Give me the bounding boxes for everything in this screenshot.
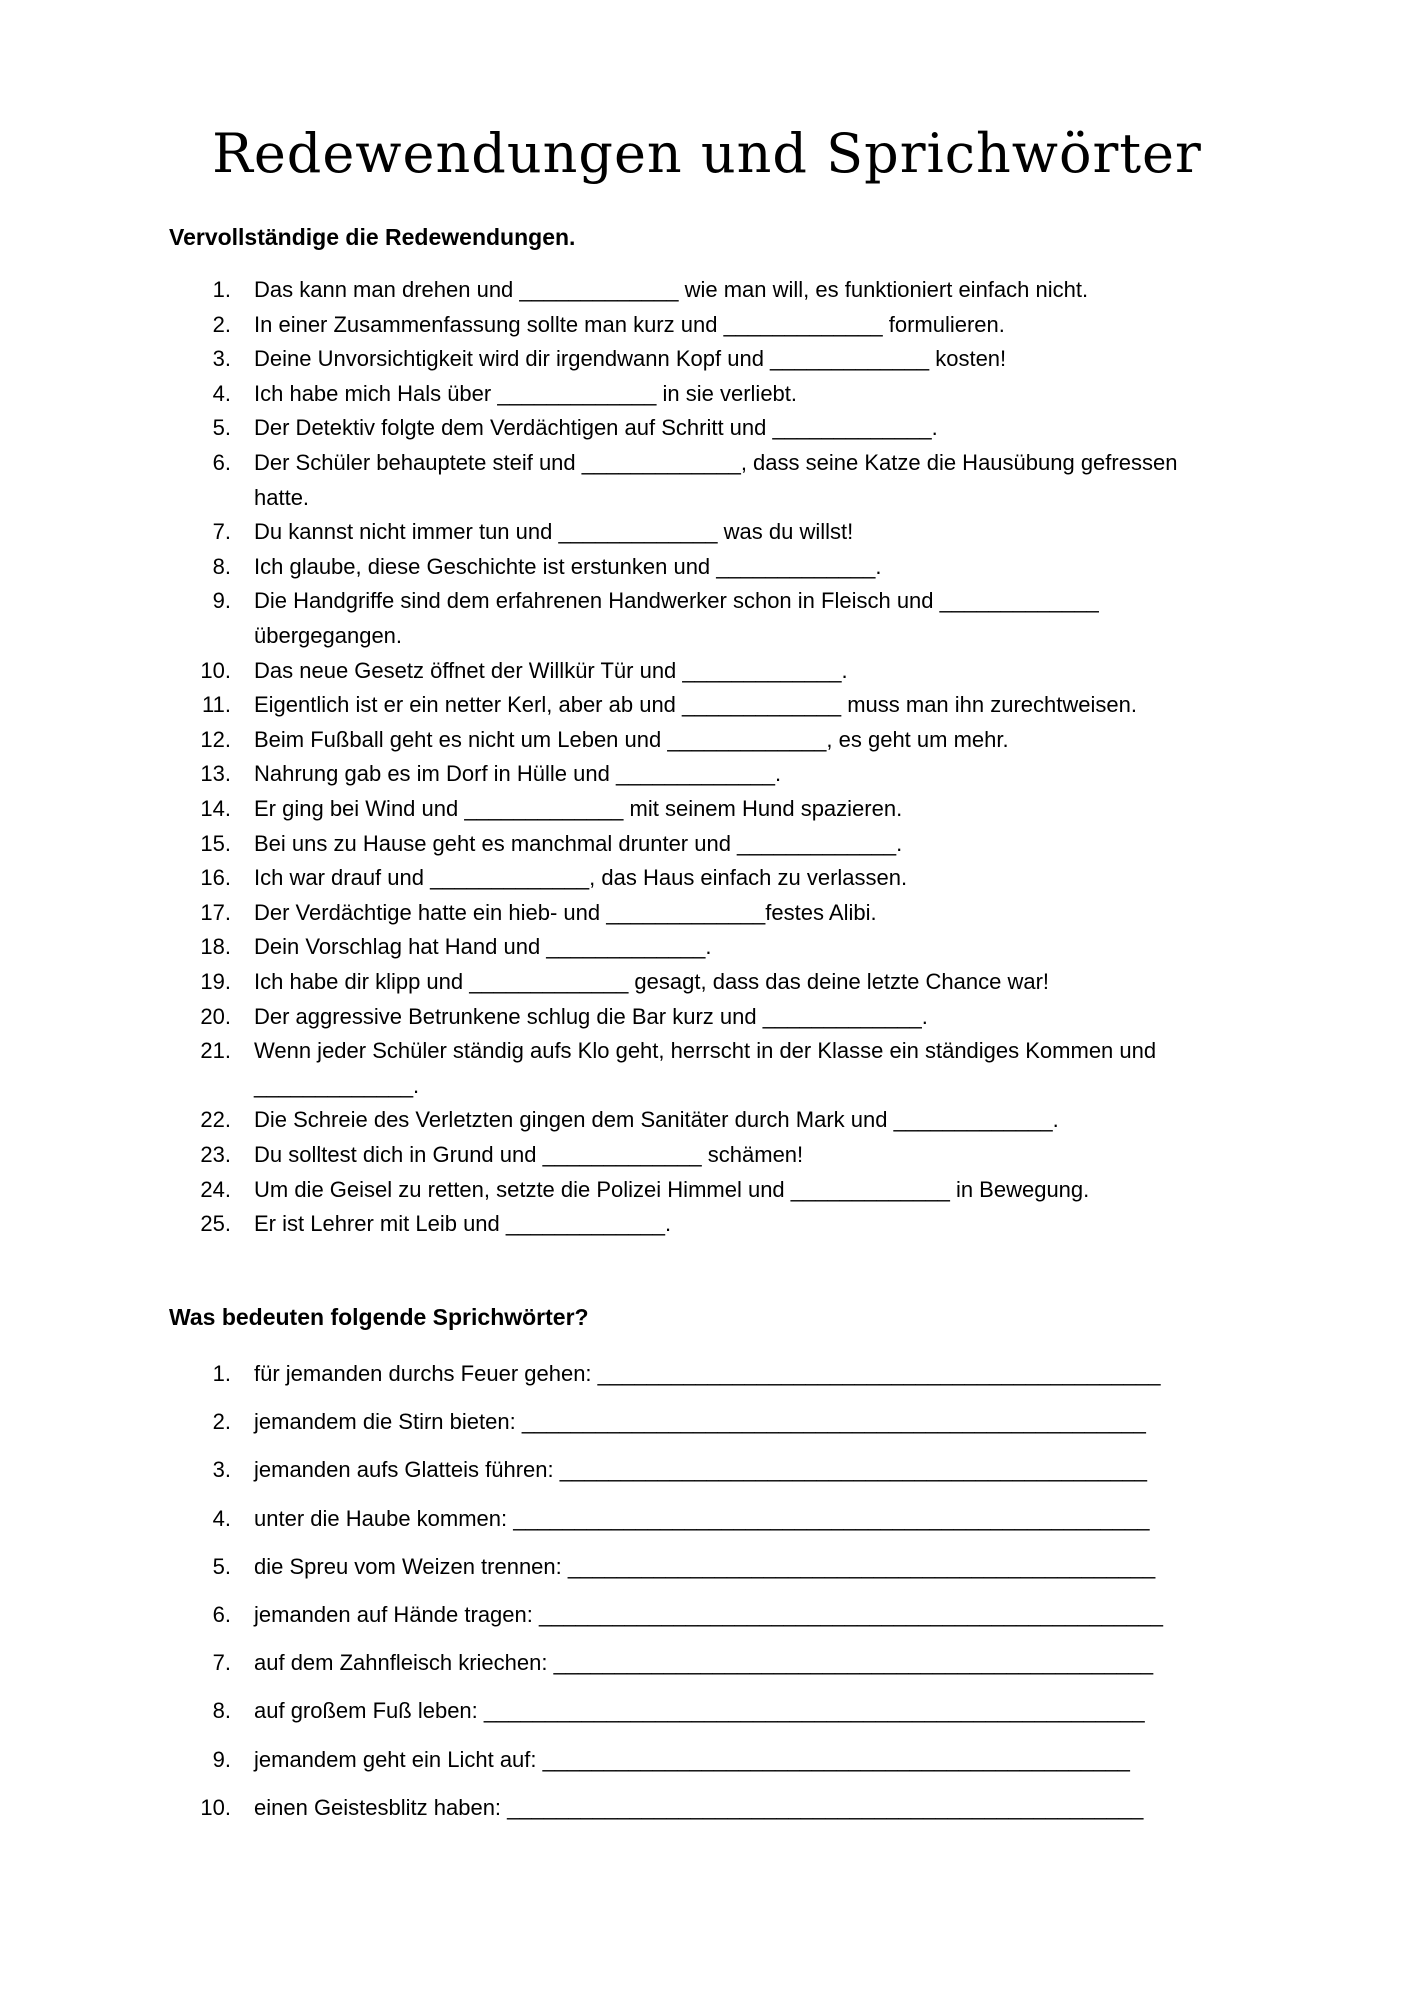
item-text: Der Detektiv folgte dem Verdächtigen auf Schritt und _____________. (254, 415, 938, 441)
item-text: Das kann man drehen und _____________ wie man will, es funktioniert einfach nicht. (254, 277, 1089, 302)
item-text: Ich glaube, diese Geschichte ist erstunken und _____________. (254, 553, 882, 579)
item-number: 24. (200, 1176, 231, 1202)
item-text: Dein Vorschlag hat Hand und _____________. (254, 934, 712, 960)
item-number: 2. (212, 1409, 231, 1435)
item-text: jemandem geht ein Licht auf: ________________________________________________ (254, 1746, 1130, 1772)
item-number: 17. (200, 899, 231, 925)
item-number: 16. (200, 865, 231, 891)
item-number: 20. (200, 1003, 231, 1029)
item-text: Ich habe dir klipp und _____________ gesagt, dass das deine letzte Chance war! (254, 969, 1050, 994)
item-text: Der aggressive Betrunkene schlug die Bar kurz und _____________. (254, 1003, 928, 1029)
item-text: Wenn jeder Schüler ständig aufs Klo geht, herrscht in der Klasse ein ständiges Kommen und _____________. (254, 1038, 1157, 1098)
item-text: Eigentlich ist er ein netter Kerl, aber ab und _____________ muss man ihn zurechtweisen. (254, 692, 1137, 718)
item-text: Der Verdächtige hatte ein hieb- und _____________festes Alibi. (254, 899, 877, 925)
item-number: 4. (212, 1505, 231, 1531)
item-number: 7. (212, 519, 231, 545)
item-text: jemanden aufs Glatteis führen: ________________________________________________ (254, 1457, 1148, 1483)
item-number: 12. (200, 726, 231, 752)
item-text: Der Schüler behauptete steif und _____________, dass seine Katze die Hausübung gefressen hatte. (254, 450, 1178, 510)
item-number: 13. (200, 761, 231, 787)
item-number: 25. (200, 1211, 231, 1237)
item-number: 21. (200, 1038, 231, 1064)
item-text: die Spreu vom Weizen trennen: ________________________________________________ (254, 1553, 1156, 1579)
item-number: 3. (212, 1457, 231, 1483)
item-text: Nahrung gab es im Dorf in Hülle und _____________. (254, 761, 782, 787)
item-text: Du kannst nicht immer tun und _____________ was du willst! (254, 519, 854, 545)
item-text: unter die Haube kommen: ____________________________________________________ (254, 1505, 1150, 1531)
item-text: Um die Geisel zu retten, setzte die Polizei Himmel und _____________ in Bewegung. (254, 1176, 1090, 1202)
item-number: 8. (212, 1698, 231, 1724)
item-number: 19. (200, 969, 231, 994)
page-title: Redewendungen und Sprichwörter (212, 122, 1202, 185)
section-heading-redewendungen: Vervollständige die Redewendungen. (169, 224, 576, 250)
item-number: 9. (212, 588, 231, 614)
item-text: jemanden auf Hände tragen: ___________________________________________________ (254, 1602, 1163, 1627)
item-number: 6. (212, 450, 231, 475)
item-text: Die Handgriffe sind dem erfahrenen Handwerker schon in Fleisch und _____________ übergegangen. (254, 588, 1099, 648)
item-number: 5. (212, 415, 231, 441)
item-number: 10. (200, 657, 231, 683)
item-number: 1. (212, 1361, 231, 1386)
item-number: 4. (212, 380, 231, 406)
item-number: 18. (200, 934, 231, 960)
item-text: Deine Unvorsichtigkeit wird dir irgendwann Kopf und _____________ kosten! (254, 346, 1007, 372)
item-text: In einer Zusammenfassung sollte man kurz und _____________ formulieren. (254, 311, 1005, 337)
item-number: 1. (212, 277, 231, 302)
item-number: 5. (212, 1553, 231, 1579)
item-number: 2. (212, 311, 231, 337)
item-text: Das neue Gesetz öffnet der Willkür Tür und _____________. (254, 657, 848, 683)
item-text: Bei uns zu Hause geht es manchmal drunter und _____________. (254, 830, 903, 856)
item-text: Ich war drauf und _____________, das Haus einfach zu verlassen. (254, 865, 908, 891)
item-number: 9. (212, 1746, 231, 1772)
item-number: 23. (200, 1142, 231, 1167)
item-text: Du solltest dich in Grund und _____________ schämen! (254, 1142, 804, 1167)
item-text: auf großem Fuß leben: ______________________________________________________ (254, 1698, 1145, 1724)
item-number: 7. (212, 1650, 231, 1676)
item-number: 15. (200, 830, 231, 856)
section-heading-sprichwoerter: Was bedeuten folgende Sprichwörter? (169, 1304, 589, 1330)
item-number: 3. (212, 346, 231, 372)
item-text: einen Geistesblitz haben: ____________________________________________________ (254, 1794, 1144, 1820)
item-number: 14. (200, 796, 231, 821)
item-text: jemandem die Stirn bieten: ___________________________________________________ (254, 1409, 1146, 1435)
item-number: 6. (212, 1602, 231, 1627)
item-text: Beim Fußball geht es nicht um Leben und _____________, es geht um mehr. (254, 726, 1009, 752)
item-number: 22. (200, 1107, 231, 1133)
item-text: Die Schreie des Verletzten gingen dem Sanitäter durch Mark und _____________. (254, 1107, 1059, 1133)
item-text: Ich habe mich Hals über _____________ in sie verliebt. (254, 380, 798, 406)
item-text: Er ist Lehrer mit Leib und _____________. (254, 1211, 672, 1237)
item-number: 8. (212, 553, 231, 579)
item-text: für jemanden durchs Feuer gehen: ______________________________________________ (254, 1361, 1161, 1386)
item-number: 11. (202, 692, 231, 718)
item-text: Er ging bei Wind und _____________ mit seinem Hund spazieren. (254, 796, 903, 821)
item-number: 10. (200, 1794, 231, 1820)
item-text: auf dem Zahnfleisch kriechen: _________________________________________________ (254, 1650, 1154, 1676)
